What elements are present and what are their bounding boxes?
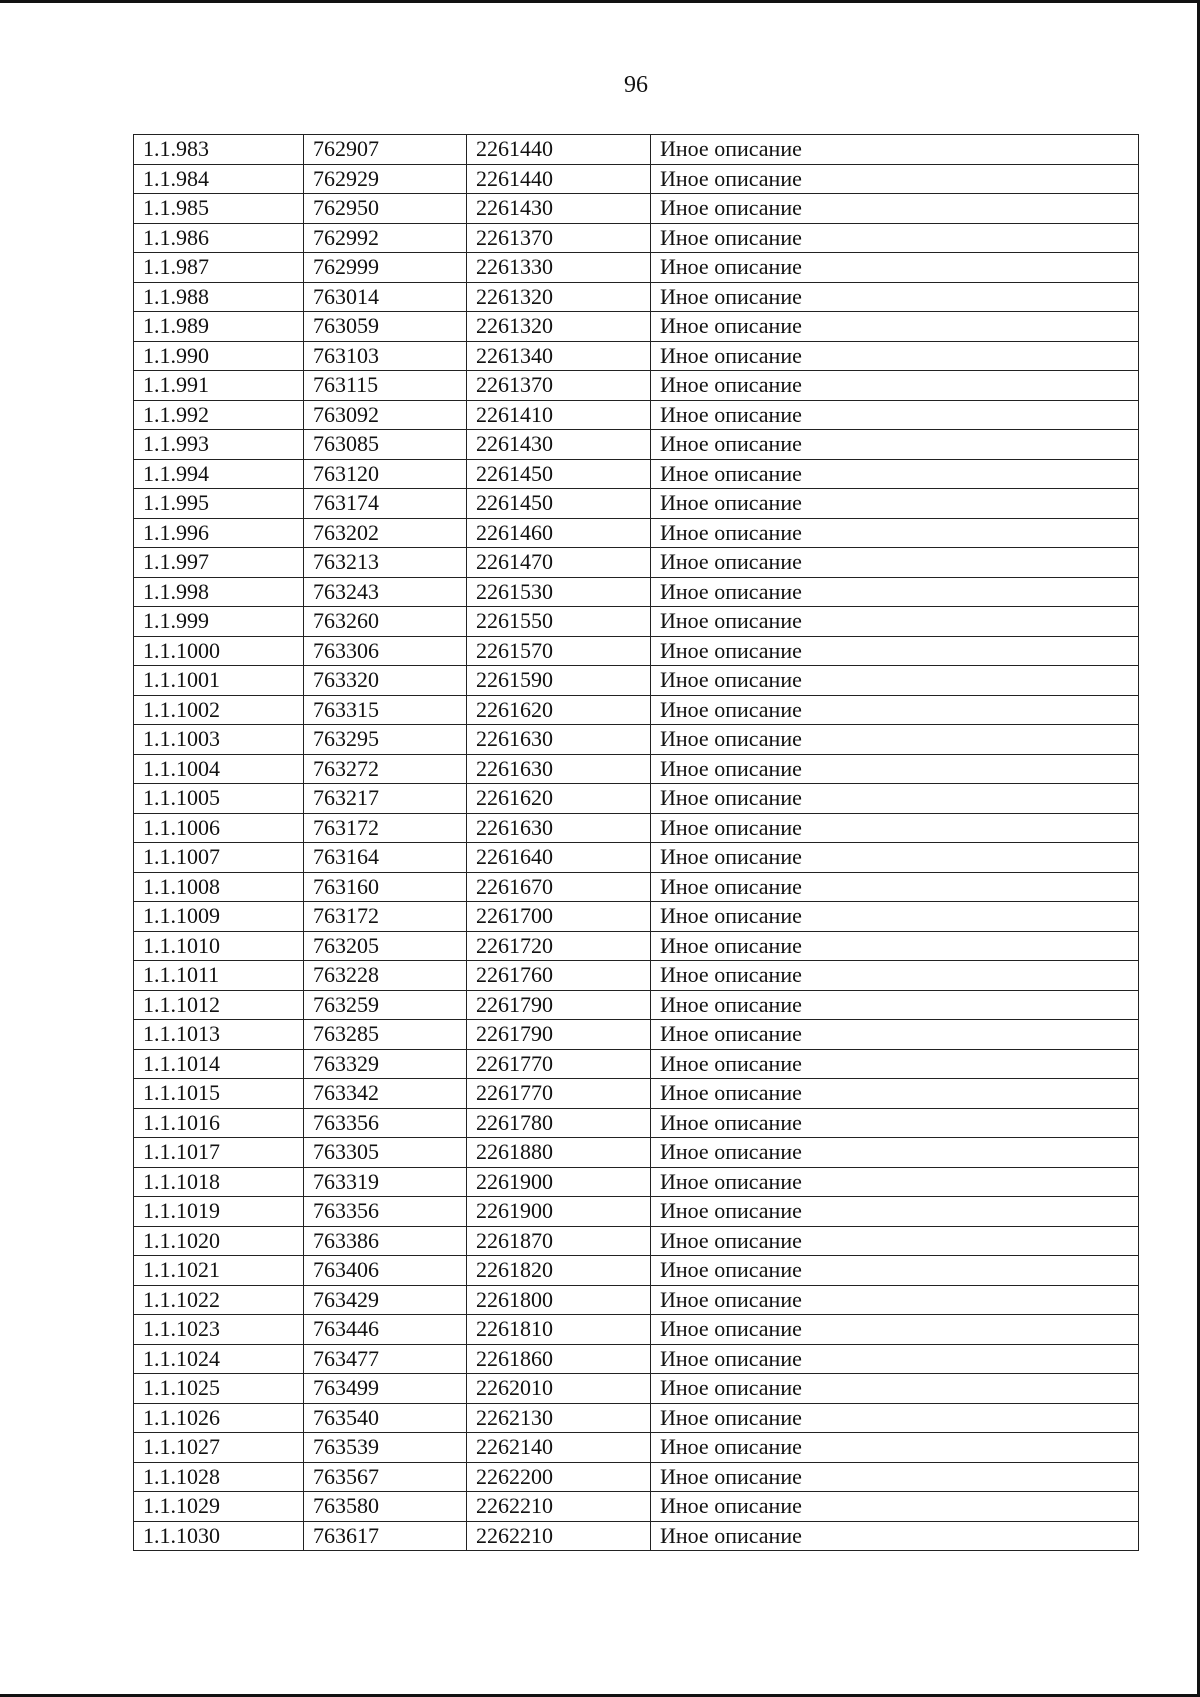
- coordinates-table: [133, 134, 1139, 1551]
- x-coordinate-cell: 763014: [304, 282, 467, 312]
- table-row: [134, 1344, 1139, 1374]
- point-number-cell: 1.1.991: [134, 371, 304, 401]
- y-coordinate-cell: 2261450: [467, 489, 651, 519]
- y-coordinate-cell: 2261800: [467, 1285, 651, 1315]
- description-cell: Иное описание: [651, 518, 1139, 548]
- y-coordinate-cell: 2261780: [467, 1108, 651, 1138]
- y-coordinate-cell: 2261870: [467, 1226, 651, 1256]
- table-row: [134, 1197, 1139, 1227]
- description-cell: Иное описание: [651, 135, 1139, 165]
- x-coordinate-cell: 763406: [304, 1256, 467, 1286]
- x-coordinate-cell: 763174: [304, 489, 467, 519]
- point-number-cell: 1.1.983: [134, 135, 304, 165]
- table-row: [134, 961, 1139, 991]
- x-coordinate-cell: 763272: [304, 754, 467, 784]
- description-cell: Иное описание: [651, 1492, 1139, 1522]
- table-row: [134, 1374, 1139, 1404]
- description-cell: Иное описание: [651, 1403, 1139, 1433]
- y-coordinate-cell: 2261620: [467, 784, 651, 814]
- point-number-cell: 1.1.994: [134, 459, 304, 489]
- description-cell: Иное описание: [651, 1167, 1139, 1197]
- x-coordinate-cell: 762950: [304, 194, 467, 224]
- y-coordinate-cell: 2261880: [467, 1138, 651, 1168]
- table-row: [134, 341, 1139, 371]
- table-row: [134, 1256, 1139, 1286]
- table-row: [134, 1108, 1139, 1138]
- table-row: [134, 754, 1139, 784]
- table-row: [134, 400, 1139, 430]
- point-number-cell: 1.1.996: [134, 518, 304, 548]
- point-number-cell: 1.1.1028: [134, 1462, 304, 1492]
- description-cell: Иное описание: [651, 754, 1139, 784]
- x-coordinate-cell: 763205: [304, 931, 467, 961]
- table-row: [134, 489, 1139, 519]
- description-cell: Иное описание: [651, 1020, 1139, 1050]
- table-row: [134, 194, 1139, 224]
- x-coordinate-cell: 762929: [304, 164, 467, 194]
- description-cell: Иное описание: [651, 1521, 1139, 1551]
- x-coordinate-cell: 763172: [304, 813, 467, 843]
- description-cell: Иное описание: [651, 1079, 1139, 1109]
- description-cell: Иное описание: [651, 784, 1139, 814]
- x-coordinate-cell: 763319: [304, 1167, 467, 1197]
- point-number-cell: 1.1.1030: [134, 1521, 304, 1551]
- table-row: [134, 725, 1139, 755]
- y-coordinate-cell: 2261640: [467, 843, 651, 873]
- x-coordinate-cell: 763499: [304, 1374, 467, 1404]
- y-coordinate-cell: 2261590: [467, 666, 651, 696]
- table-row: [134, 164, 1139, 194]
- x-coordinate-cell: 762999: [304, 253, 467, 283]
- x-coordinate-cell: 763217: [304, 784, 467, 814]
- x-coordinate-cell: 763342: [304, 1079, 467, 1109]
- y-coordinate-cell: 2261320: [467, 312, 651, 342]
- y-coordinate-cell: 2261770: [467, 1079, 651, 1109]
- x-coordinate-cell: 763259: [304, 990, 467, 1020]
- x-coordinate-cell: 763386: [304, 1226, 467, 1256]
- point-number-cell: 1.1.999: [134, 607, 304, 637]
- table-row: [134, 902, 1139, 932]
- y-coordinate-cell: 2261320: [467, 282, 651, 312]
- table-row: [134, 135, 1139, 165]
- point-number-cell: 1.1.1026: [134, 1403, 304, 1433]
- y-coordinate-cell: 2262210: [467, 1492, 651, 1522]
- y-coordinate-cell: 2261410: [467, 400, 651, 430]
- description-cell: Иное описание: [651, 1433, 1139, 1463]
- y-coordinate-cell: 2261790: [467, 1020, 651, 1050]
- x-coordinate-cell: 763305: [304, 1138, 467, 1168]
- x-coordinate-cell: 762907: [304, 135, 467, 165]
- description-cell: Иное описание: [651, 1285, 1139, 1315]
- table-row: [134, 223, 1139, 253]
- point-number-cell: 1.1.1009: [134, 902, 304, 932]
- table-row: [134, 695, 1139, 725]
- description-cell: Иное описание: [651, 1462, 1139, 1492]
- table-row: [134, 784, 1139, 814]
- y-coordinate-cell: 2262010: [467, 1374, 651, 1404]
- table-row: [134, 607, 1139, 637]
- x-coordinate-cell: 763315: [304, 695, 467, 725]
- y-coordinate-cell: 2262210: [467, 1521, 651, 1551]
- description-cell: Иное описание: [651, 1226, 1139, 1256]
- x-coordinate-cell: 763120: [304, 459, 467, 489]
- y-coordinate-cell: 2261820: [467, 1256, 651, 1286]
- point-number-cell: 1.1.1005: [134, 784, 304, 814]
- point-number-cell: 1.1.1008: [134, 872, 304, 902]
- table-row: [134, 548, 1139, 578]
- x-coordinate-cell: 763477: [304, 1344, 467, 1374]
- x-coordinate-cell: 763243: [304, 577, 467, 607]
- table-row: [134, 459, 1139, 489]
- point-number-cell: 1.1.1014: [134, 1049, 304, 1079]
- x-coordinate-cell: 763356: [304, 1197, 467, 1227]
- x-coordinate-cell: 763306: [304, 636, 467, 666]
- y-coordinate-cell: 2261370: [467, 371, 651, 401]
- y-coordinate-cell: 2261440: [467, 135, 651, 165]
- y-coordinate-cell: 2261470: [467, 548, 651, 578]
- point-number-cell: 1.1.1025: [134, 1374, 304, 1404]
- description-cell: Иное описание: [651, 459, 1139, 489]
- point-number-cell: 1.1.1021: [134, 1256, 304, 1286]
- point-number-cell: 1.1.1003: [134, 725, 304, 755]
- description-cell: Иное описание: [651, 430, 1139, 460]
- y-coordinate-cell: 2261370: [467, 223, 651, 253]
- table-row: [134, 371, 1139, 401]
- page-number: 96: [624, 72, 648, 98]
- description-cell: Иное описание: [651, 931, 1139, 961]
- y-coordinate-cell: 2261440: [467, 164, 651, 194]
- table-row: [134, 872, 1139, 902]
- y-coordinate-cell: 2261770: [467, 1049, 651, 1079]
- point-number-cell: 1.1.1004: [134, 754, 304, 784]
- point-number-cell: 1.1.1027: [134, 1433, 304, 1463]
- table-row: [134, 636, 1139, 666]
- y-coordinate-cell: 2261550: [467, 607, 651, 637]
- x-coordinate-cell: 763295: [304, 725, 467, 755]
- x-coordinate-cell: 763092: [304, 400, 467, 430]
- table-row: [134, 1285, 1139, 1315]
- y-coordinate-cell: 2261720: [467, 931, 651, 961]
- table-row: [134, 282, 1139, 312]
- table-row: [134, 1020, 1139, 1050]
- description-cell: Иное описание: [651, 1344, 1139, 1374]
- y-coordinate-cell: 2261810: [467, 1315, 651, 1345]
- description-cell: Иное описание: [651, 194, 1139, 224]
- point-number-cell: 1.1.992: [134, 400, 304, 430]
- description-cell: Иное описание: [651, 607, 1139, 637]
- description-cell: Иное описание: [651, 1315, 1139, 1345]
- description-cell: Иное описание: [651, 164, 1139, 194]
- y-coordinate-cell: 2261670: [467, 872, 651, 902]
- point-number-cell: 1.1.1011: [134, 961, 304, 991]
- description-cell: Иное описание: [651, 1256, 1139, 1286]
- x-coordinate-cell: 763085: [304, 430, 467, 460]
- point-number-cell: 1.1.985: [134, 194, 304, 224]
- point-number-cell: 1.1.1012: [134, 990, 304, 1020]
- point-number-cell: 1.1.1001: [134, 666, 304, 696]
- table-row: [134, 1049, 1139, 1079]
- y-coordinate-cell: 2261570: [467, 636, 651, 666]
- y-coordinate-cell: 2261340: [467, 341, 651, 371]
- y-coordinate-cell: 2262130: [467, 1403, 651, 1433]
- point-number-cell: 1.1.1022: [134, 1285, 304, 1315]
- description-cell: Иное описание: [651, 725, 1139, 755]
- table-row: [134, 253, 1139, 283]
- description-cell: Иное описание: [651, 341, 1139, 371]
- point-number-cell: 1.1.1002: [134, 695, 304, 725]
- description-cell: Иное описание: [651, 1108, 1139, 1138]
- point-number-cell: 1.1.997: [134, 548, 304, 578]
- table-row: [134, 1167, 1139, 1197]
- description-cell: Иное описание: [651, 813, 1139, 843]
- description-cell: Иное описание: [651, 1374, 1139, 1404]
- point-number-cell: 1.1.989: [134, 312, 304, 342]
- point-number-cell: 1.1.990: [134, 341, 304, 371]
- y-coordinate-cell: 2261630: [467, 725, 651, 755]
- table-row: [134, 1403, 1139, 1433]
- x-coordinate-cell: 763164: [304, 843, 467, 873]
- description-cell: Иное описание: [651, 843, 1139, 873]
- point-number-cell: 1.1.1015: [134, 1079, 304, 1109]
- y-coordinate-cell: 2261630: [467, 813, 651, 843]
- point-number-cell: 1.1.1000: [134, 636, 304, 666]
- y-coordinate-cell: 2261790: [467, 990, 651, 1020]
- y-coordinate-cell: 2262140: [467, 1433, 651, 1463]
- y-coordinate-cell: 2261430: [467, 194, 651, 224]
- y-coordinate-cell: 2261530: [467, 577, 651, 607]
- table-row: [134, 577, 1139, 607]
- table-row: [134, 1315, 1139, 1345]
- x-coordinate-cell: 762992: [304, 223, 467, 253]
- y-coordinate-cell: 2261860: [467, 1344, 651, 1374]
- point-number-cell: 1.1.1023: [134, 1315, 304, 1345]
- description-cell: Иное описание: [651, 548, 1139, 578]
- description-cell: Иное описание: [651, 666, 1139, 696]
- y-coordinate-cell: 2261460: [467, 518, 651, 548]
- description-cell: Иное описание: [651, 1138, 1139, 1168]
- x-coordinate-cell: 763160: [304, 872, 467, 902]
- description-cell: Иное описание: [651, 489, 1139, 519]
- y-coordinate-cell: 2261620: [467, 695, 651, 725]
- description-cell: Иное описание: [651, 223, 1139, 253]
- point-number-cell: 1.1.1007: [134, 843, 304, 873]
- description-cell: Иное описание: [651, 577, 1139, 607]
- x-coordinate-cell: 763059: [304, 312, 467, 342]
- x-coordinate-cell: 763213: [304, 548, 467, 578]
- table-row: [134, 518, 1139, 548]
- table-row: [134, 666, 1139, 696]
- coordinates-table-body: [134, 135, 1139, 1551]
- y-coordinate-cell: 2262200: [467, 1462, 651, 1492]
- description-cell: Иное описание: [651, 961, 1139, 991]
- point-number-cell: 1.1.1024: [134, 1344, 304, 1374]
- table-row: [134, 1492, 1139, 1522]
- point-number-cell: 1.1.986: [134, 223, 304, 253]
- y-coordinate-cell: 2261630: [467, 754, 651, 784]
- x-coordinate-cell: 763617: [304, 1521, 467, 1551]
- y-coordinate-cell: 2261900: [467, 1197, 651, 1227]
- table-row: [134, 931, 1139, 961]
- y-coordinate-cell: 2261760: [467, 961, 651, 991]
- x-coordinate-cell: 763115: [304, 371, 467, 401]
- point-number-cell: 1.1.984: [134, 164, 304, 194]
- table-row: [134, 843, 1139, 873]
- point-number-cell: 1.1.987: [134, 253, 304, 283]
- x-coordinate-cell: 763329: [304, 1049, 467, 1079]
- point-number-cell: 1.1.1010: [134, 931, 304, 961]
- point-number-cell: 1.1.1018: [134, 1167, 304, 1197]
- table-row: [134, 1433, 1139, 1463]
- table-row: [134, 430, 1139, 460]
- description-cell: Иное описание: [651, 400, 1139, 430]
- point-number-cell: 1.1.1006: [134, 813, 304, 843]
- point-number-cell: 1.1.1020: [134, 1226, 304, 1256]
- point-number-cell: 1.1.1019: [134, 1197, 304, 1227]
- description-cell: Иное описание: [651, 990, 1139, 1020]
- x-coordinate-cell: 763285: [304, 1020, 467, 1050]
- x-coordinate-cell: 763260: [304, 607, 467, 637]
- x-coordinate-cell: 763429: [304, 1285, 467, 1315]
- description-cell: Иное описание: [651, 636, 1139, 666]
- table-row: [134, 1138, 1139, 1168]
- table-row: [134, 990, 1139, 1020]
- description-cell: Иное описание: [651, 1197, 1139, 1227]
- table-row: [134, 1226, 1139, 1256]
- description-cell: Иное описание: [651, 872, 1139, 902]
- x-coordinate-cell: 763567: [304, 1462, 467, 1492]
- point-number-cell: 1.1.993: [134, 430, 304, 460]
- point-number-cell: 1.1.995: [134, 489, 304, 519]
- description-cell: Иное описание: [651, 695, 1139, 725]
- table-row: [134, 813, 1139, 843]
- description-cell: Иное описание: [651, 282, 1139, 312]
- y-coordinate-cell: 2261700: [467, 902, 651, 932]
- table-row: [134, 1462, 1139, 1492]
- y-coordinate-cell: 2261430: [467, 430, 651, 460]
- x-coordinate-cell: 763580: [304, 1492, 467, 1522]
- description-cell: Иное описание: [651, 253, 1139, 283]
- point-number-cell: 1.1.1016: [134, 1108, 304, 1138]
- x-coordinate-cell: 763539: [304, 1433, 467, 1463]
- x-coordinate-cell: 763172: [304, 902, 467, 932]
- x-coordinate-cell: 763540: [304, 1403, 467, 1433]
- y-coordinate-cell: 2261900: [467, 1167, 651, 1197]
- point-number-cell: 1.1.1017: [134, 1138, 304, 1168]
- x-coordinate-cell: 763320: [304, 666, 467, 696]
- table-row: [134, 312, 1139, 342]
- x-coordinate-cell: 763228: [304, 961, 467, 991]
- x-coordinate-cell: 763202: [304, 518, 467, 548]
- point-number-cell: 1.1.988: [134, 282, 304, 312]
- description-cell: Иное описание: [651, 371, 1139, 401]
- x-coordinate-cell: 763446: [304, 1315, 467, 1345]
- point-number-cell: 1.1.998: [134, 577, 304, 607]
- point-number-cell: 1.1.1013: [134, 1020, 304, 1050]
- point-number-cell: 1.1.1029: [134, 1492, 304, 1522]
- table-row: [134, 1521, 1139, 1551]
- description-cell: Иное описание: [651, 902, 1139, 932]
- x-coordinate-cell: 763103: [304, 341, 467, 371]
- y-coordinate-cell: 2261330: [467, 253, 651, 283]
- scan-border-top: [0, 0, 1200, 3]
- description-cell: Иное описание: [651, 1049, 1139, 1079]
- table-row: [134, 1079, 1139, 1109]
- y-coordinate-cell: 2261450: [467, 459, 651, 489]
- x-coordinate-cell: 763356: [304, 1108, 467, 1138]
- description-cell: Иное описание: [651, 312, 1139, 342]
